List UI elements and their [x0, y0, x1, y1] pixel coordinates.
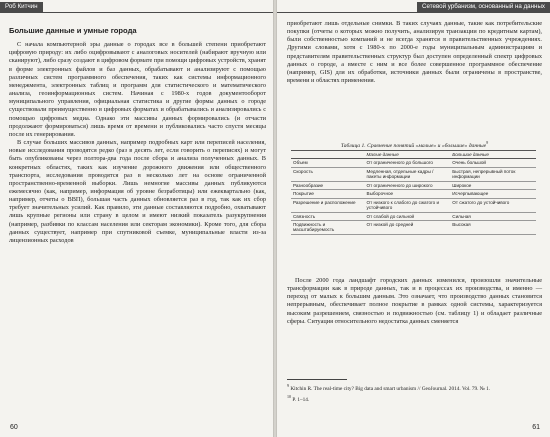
table-cell: Объем [291, 159, 365, 168]
footnote-2 [287, 393, 542, 404]
table-caption [287, 140, 542, 149]
page-number-left: 60 [10, 424, 18, 431]
comparison-table [291, 150, 536, 235]
table-cell: Подвижность и масштабируемость [291, 221, 365, 235]
table-cell: Широкое [450, 181, 536, 190]
table-header-cell: Малые данные [365, 151, 451, 159]
table-cell: Разрешение и расположение [291, 198, 365, 212]
header-rule-left [0, 12, 273, 13]
table-cell: Быстрая, непрерывный поток информации [450, 167, 536, 181]
table-cell: Высокая [450, 221, 536, 235]
table-row [291, 198, 536, 212]
table-cell: От низкой до средней [365, 221, 451, 235]
table-cell: Покрытие [291, 190, 365, 199]
table-cell: От ограниченного до широкого [365, 181, 451, 190]
right-body-bottom [287, 277, 542, 326]
table-cell: Исчерпывающее [450, 190, 536, 199]
page-number-right: 61 [532, 424, 540, 431]
table-row [291, 159, 536, 168]
footnote-mark: 10 [287, 393, 291, 399]
table-cell: От сжатого до устойчивого [450, 198, 536, 212]
table-cell: Разнообразие [291, 181, 365, 190]
running-header-left: Роб Китчин [0, 2, 43, 12]
right-body-top [287, 20, 542, 85]
table-cell: От ограниченного до большого [365, 159, 451, 168]
table-cell: От слабой до сильной [365, 212, 451, 221]
table-cell: Медленная, отдельные кадры / пакеты информации [365, 167, 451, 181]
table-row [291, 181, 536, 190]
footnote-rule [287, 379, 347, 380]
table-row [291, 212, 536, 221]
table-cell: От низкого к слабого до сжатого и устойчивого [365, 198, 451, 212]
table-header-cell [291, 151, 365, 159]
table-header-cell: Большие данные [450, 151, 536, 159]
left-body [9, 27, 266, 245]
table-row [291, 167, 536, 181]
section-title: Большие данные и умные города [9, 26, 137, 35]
footnote-text: P. 1–14. [292, 396, 310, 403]
right-paragraph-1: приобретают лишь отдельные снимки. В таких случаях данные, такие как потребительские покупки (отчеты о которых можно получить, анализируя транзакции по кредитным картам), были собственностью компаний и не всегда хранятся в правительственных учреждениях. Другими словами, хотя с 1980-х по 2000-е годы муниципальным администрациям и представителям правительственных структур был доступен определенный спектр цифровых данных о городе, а вместе с ним и все более совершенное программное обеспечение (например, GIS) для их обработки, источники данных были ограничены в пространстве, времени и областях применения. [287, 20, 542, 85]
table-row [291, 190, 536, 199]
table-caption-footnote-mark: 9 [486, 140, 489, 145]
table-row [291, 221, 536, 235]
table-caption-text: Таблица 1. Сравнение понятий «малые» и «большие» данные [340, 142, 487, 149]
running-header-right: Сетевой урбанизм, основанный на данных [417, 2, 550, 12]
right-paragraph-2: После 2000 года ландшафт городских данных изменился, произошли значительные трансформации как в природе данных, так и в процессах их производства, и именно — переход от малых к большим данным. Это означает, что производство данных становится непрерывным, обеспечивает полное покрытие в рамках одной системы, характеризуется высоким разрешением, связностью и подвижностью (см. таблицу 1) и обладает различные сферы. Ситуация относительного недостатка данных сменяется [287, 277, 542, 325]
left-page [0, 0, 273, 437]
left-paragraph-2: В случае больших массивов данных, например подробных карт или переписей населения, новые исследования проводятся редко (раз в десять лет, если говорить о переписях) и могут быть опубликованы через полтора-два года после сбора и анализа полученных данных. В конкретных областях, таких как изучение дорожного движения или общественного транспорта, исследования проводятся раз в несколько лет на основе ограниченной пространственно-временной выборки. Лишь немногие массивы данных публикуются ежемесячно (как, например, информация об уровне безработицы) или ежеквартально (как, например, отчеты о ВВП), большая часть данных обновляется раз в год, так как их сбор требует значительных усилий. Как правило, эти данные составляются подробно, охватывают лишь крупные регионы или страну в целом и имеют низкий показатель разукрупнения (например, разбивки по классам населения или секторам экономики). Кроме того, для сбора данных существует, например при спутниковой съемке, муниципальные власти из-за лицензионных расходов [9, 139, 266, 244]
footnote-1 [287, 382, 542, 393]
table-cell: Выборочное [365, 190, 451, 199]
table-header-row [291, 151, 536, 159]
header-rule-right [277, 12, 550, 13]
table-cell: Сильная [450, 212, 536, 221]
table-cell: Связность [291, 212, 365, 221]
right-page [277, 0, 550, 437]
left-paragraph-1: С начала компьютерной эры данные о городах все в большей степени приобретают цифровую природу: их либо оцифровывают с аналоговых носителей (набирают вручную или сканируют), либо сразу создают в цифровом формате при помощи цифровых устройств, хранят в форме электронных файлов и баз данных, обрабатывают и анализируют с помощью различных систем программного обеспечения, таких как системы информационного менеджмента, электронных таблиц и программ для статистического и математического анализа, геоинформационных систем. Начиная с 1980-х годов документооборот муниципального управления, официальная статистика и другие формы данных о городе существовали преимущественно в цифровых форматах и обрабатывались и анализировались с помощью цифровых медиа. Однако эти массивы данных формировались (и отчасти продолжают формироваться) лишь время от времени и публиковались часто спустя месяцы после их генерирования. [9, 41, 266, 138]
footnotes [287, 382, 542, 404]
footnote-text: Kitchin R. The real-time city? Big data and smart urbanism // GeoJournal. 2014. Vol. 79. № 1. [290, 385, 491, 392]
footnote-mark: 9 [287, 383, 289, 388]
table-cell: Очень большой [450, 159, 536, 168]
table-cell: Скорость [291, 167, 365, 181]
